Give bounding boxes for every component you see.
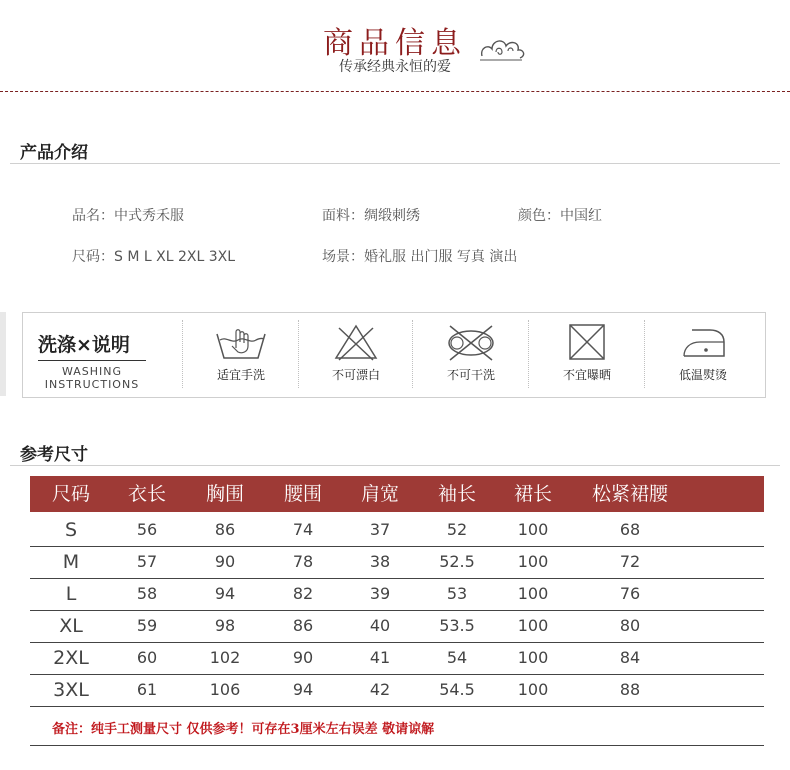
measure-cell: 38 [369, 552, 391, 571]
wash-label: 不可干洗 [446, 368, 495, 382]
no-sun-dry-icon [560, 322, 614, 362]
product-name: 品名：中式秀禾服 [72, 208, 184, 224]
measure-cell: 86 [292, 616, 314, 635]
wash-label: 低温熨烫 [678, 368, 727, 382]
measure-cell: 60 [136, 648, 158, 667]
decor-bar [0, 312, 6, 396]
product-color: 颜色：中国红 [518, 208, 602, 224]
product-scene: 场景：婚礼服 出门服 写真 演出 [322, 249, 518, 265]
measure-cell: 100 [517, 584, 549, 603]
measure-cell: 100 [517, 616, 549, 635]
col-header: 裙长 [513, 483, 552, 505]
measure-cell: 68 [619, 520, 641, 539]
measure-cell: 100 [517, 648, 549, 667]
measure-cell: 42 [369, 680, 391, 699]
size-cell: S [64, 519, 78, 541]
measure-cell: 94 [292, 680, 314, 699]
measure-cell: 57 [136, 552, 158, 571]
measure-cell: 90 [292, 648, 314, 667]
size-cell: 2XL [53, 647, 89, 669]
page-title: 商品信息 [323, 26, 467, 61]
size-heading: 参考尺寸 [20, 445, 88, 465]
measure-cell: 52 [446, 520, 468, 539]
col-header: 衣长 [127, 483, 166, 505]
divider [0, 91, 790, 92]
low-iron-icon [676, 322, 730, 362]
measure-cell: 54 [446, 648, 468, 667]
measure-cell: 100 [517, 552, 549, 571]
measure-cell: 54.5 [439, 680, 475, 699]
measure-cell: 40 [369, 616, 391, 635]
divider [10, 163, 780, 164]
measure-cell: 80 [619, 616, 641, 635]
size-note: 备注：纯手工测量尺寸 仅供参考！可存在3厘米左右误差 敬请谅解 [52, 722, 435, 737]
measure-cell: 39 [369, 584, 391, 603]
hand-wash-icon [214, 322, 268, 362]
wash-label: 不可漂白 [331, 368, 380, 382]
divider [30, 745, 764, 746]
measure-cell: 100 [517, 680, 549, 699]
size-cell: XL [59, 615, 83, 637]
divider [298, 320, 299, 388]
measure-cell: 94 [214, 584, 236, 603]
measure-cell: 100 [517, 520, 549, 539]
col-header: 袖长 [437, 483, 476, 505]
measure-cell: 56 [136, 520, 158, 539]
wash-label: 不宜曝晒 [562, 368, 611, 382]
measure-cell: 61 [136, 680, 158, 699]
col-header: 尺码 [51, 483, 90, 505]
wash-item-no-sun-dry [532, 322, 642, 383]
divider [644, 320, 645, 388]
washing-title: 洗涤×说明 [38, 334, 130, 356]
measure-cell: 58 [136, 584, 158, 603]
measure-cell: 53 [446, 584, 468, 603]
no-bleach-icon [329, 322, 383, 362]
divider [182, 320, 183, 388]
measure-cell: 74 [292, 520, 314, 539]
wash-item-low-iron [648, 322, 758, 383]
product-size: 尺码：S M L XL 2XL 3XL [72, 249, 236, 265]
measure-cell: 72 [619, 552, 641, 571]
measure-cell: 53.5 [439, 616, 475, 635]
wash-item-no-bleach [301, 322, 411, 383]
page-subtitle: 传承经典永恒的爱 [339, 59, 451, 75]
wash-item-hand-wash [186, 322, 296, 383]
no-dry-clean-icon [444, 322, 498, 362]
wash-label: 适宜手洗 [216, 368, 265, 382]
measure-cell: 52.5 [439, 552, 475, 571]
col-header: 肩宽 [360, 483, 399, 505]
measure-cell: 82 [292, 584, 314, 603]
measure-cell: 59 [136, 616, 158, 635]
washing-en-line2: INSTRUCTIONS [44, 378, 140, 391]
washing-en-line1: WASHING [61, 365, 123, 378]
size-cell: M [62, 551, 80, 573]
col-header: 腰围 [283, 483, 322, 505]
divider [38, 360, 146, 361]
wash-item-no-dry-clean [416, 322, 526, 383]
product-fabric: 面料：绸缎刺绣 [322, 208, 420, 224]
measure-cell: 102 [209, 648, 241, 667]
col-header: 胸围 [205, 483, 244, 505]
row-divider [30, 706, 764, 707]
measure-cell: 84 [619, 648, 641, 667]
measure-cell: 88 [619, 680, 641, 699]
measure-cell: 78 [292, 552, 314, 571]
col-header: 松紧裙腰 [591, 483, 668, 505]
measure-cell: 90 [214, 552, 236, 571]
divider [528, 320, 529, 388]
size-cell: L [65, 583, 77, 605]
measure-cell: 37 [369, 520, 391, 539]
intro-heading: 产品介绍 [20, 143, 88, 163]
measure-cell: 106 [209, 680, 241, 699]
divider [10, 465, 780, 466]
measure-cell: 98 [214, 616, 236, 635]
size-cell: 3XL [53, 679, 89, 701]
measure-cell: 86 [214, 520, 236, 539]
measure-cell: 41 [369, 648, 391, 667]
measure-cell: 76 [619, 584, 641, 603]
divider [412, 320, 413, 388]
